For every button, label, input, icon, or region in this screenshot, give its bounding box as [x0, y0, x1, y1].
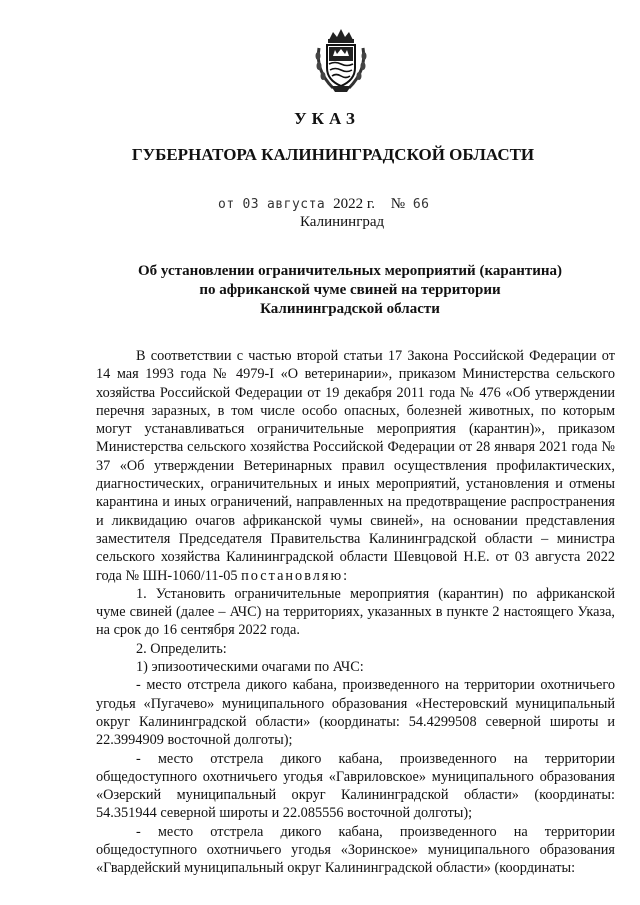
document-body: [96, 347, 615, 878]
preamble-text: В соответствии с частью второй статьи 17 Закона Российской Федерации от 14 мая 1993 года № 4979-I «О ветеринарии», приказом Министерства сельского хозяйства Российской Федерации от 19 декабря 2011 года № 476 «Об утверждении перечня заразных, в том числе особо опасных, болезней животных, по которым могут устанавливаться ограничительные мероприятия (карантин)», приказом Министерства сельского хозяйства Российской Федерации от 28 января 2021 года № 37 «Об утверждении Ветеринарных правил осуществления профилактических, диагностических, ограничительных и иных мероприятий, установления и отмены карантина и иных ограничений, направленных на предотвращение распространения и ликвидацию очагов африканской чумы свиней», на основании представления заместителя Председателя Правительства Калининградской области – министра сельского хозяйства Калининградской области Шевцовой Н.Е. от 03 августа 2022 года № ШН-1060/11-05: [96, 348, 615, 584]
focus-2-paragraph: - место отстрела дикого кабана, произведенного на территории общедоступного охотничьего угодья «Гавриловское» муниципального образования «Озерский муниципальный округ Калининградской области» (координаты: 54.351944 северной широты и 22.085556 восточной долготы);: [96, 750, 615, 822]
subject-line-1: Об установлении ограничительных мероприятий (карантина): [137, 263, 562, 279]
preamble-paragraph: [96, 347, 615, 585]
document-title: УКАЗ: [294, 109, 360, 128]
date-prefix: от: [218, 197, 235, 212]
item-2-1-paragraph: 1) эпизоотическими очагами по АЧС:: [136, 659, 364, 676]
decree-word: постановляю:: [241, 567, 350, 584]
document-number: 66: [412, 197, 430, 212]
date-year: 2022 г.: [333, 196, 376, 212]
subject-line-3: Калининградской области: [260, 301, 440, 317]
item-1-paragraph: 1. Установить ограничительные мероприятия (карантин) по африканской чуме свиней (далее – АЧС) на территориях, указанных в пункте 2 настоящего Указа, на срок до 16 сентября 2022 года.: [96, 585, 615, 639]
document-subject: [100, 262, 600, 319]
date-line: [218, 196, 478, 213]
date-day: 03: [242, 197, 260, 212]
document-subtitle: ГУБЕРНАТОРА КАЛИНИНГРАДСКОЙ ОБЛАСТИ: [131, 145, 535, 164]
coat-of-arms-emblem: [311, 26, 371, 94]
number-sign: №: [390, 196, 406, 212]
subject-line-2: по африканской чуме свиней на территории: [199, 282, 501, 298]
focus-1-paragraph: - место отстрела дикого кабана, произведенного на территории охотничьего угодья «Пугачево» муниципального образования «Нестеровский муниципальный округ Калининградской области» (координаты: 54.4299508 северной широты и 22.3994909 восточной долготы);: [96, 677, 615, 749]
item-2-paragraph: 2. Определить:: [136, 640, 227, 657]
date-month: августа: [266, 197, 326, 212]
focus-3-paragraph: - место отстрела дикого кабана, произведенного на территории общедоступного охотничьего угодья «Зоринское» муниципального образования «Гвардейский муниципальный округ Калининградской области» (координаты:: [96, 823, 615, 877]
city-name: Калининград: [300, 214, 385, 230]
